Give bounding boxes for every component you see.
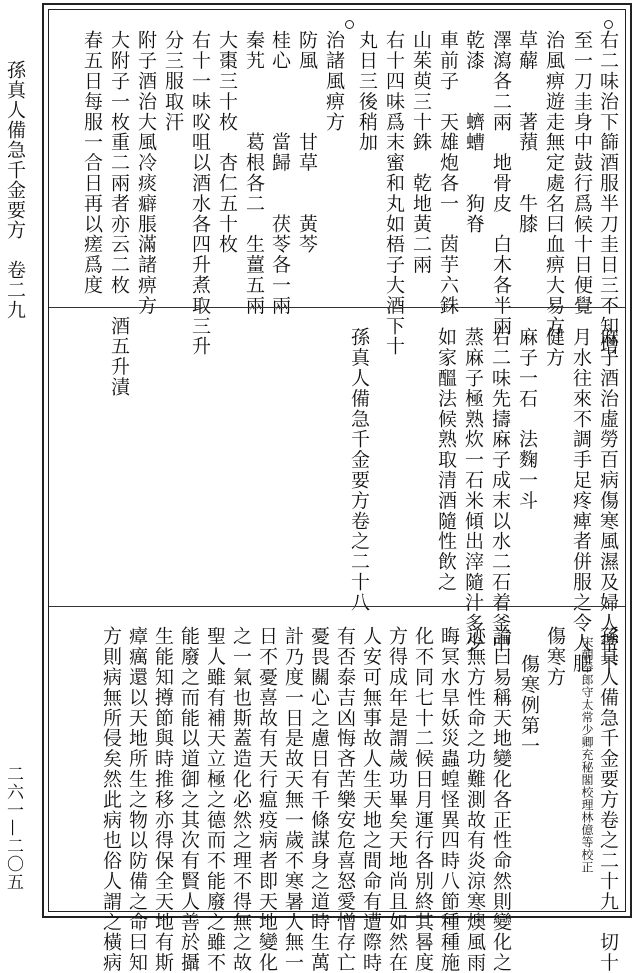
text-column: 桂心 當歸 茯苓各一兩 (269, 30, 291, 316)
text-column: 聖人雖有補天立極之德而不能廢之雖不 (204, 626, 226, 973)
text-column: 計乃度一日是故天無一歲不寒暑人無一 (282, 626, 304, 973)
text-column: 乾漆 蠐螬 狗脊 (463, 30, 485, 234)
page-inner-frame (48, 9, 626, 973)
text-column: 之一氣也斯蓋造化必然之理不得無之故 (230, 626, 252, 973)
text-column: 麻子一石 法麴一斗 (516, 327, 538, 511)
text-column: 晦冥水旱妖災蟲蝗怪異四時八節種種施 (438, 626, 460, 973)
text-column: 丸日三後稍加 (356, 30, 378, 153)
text-column: 瘴癘還以天地所生之物以防備之命曰知 (126, 626, 148, 973)
text-column: 憂畏關心之慮日有千條謀身之道時生萬 (308, 626, 330, 973)
editor-credit: 宋朝奉郎守太常少卿充秘閣校理林億等校正 (580, 636, 594, 874)
text-column: 右十一味㕮咀以酒水各四升煮取三升 (189, 30, 211, 357)
text-column: 方則病無所侵矣然此病也俗人謂之橫病 (100, 626, 122, 973)
text-column: 日不憂喜故有天行瘟疫病者即天地變化 (256, 626, 278, 973)
text-column: 草薢 著蕷 牛膝 (516, 30, 538, 234)
text-column: 右二味先擣麻子成末以水二石着釜中 (489, 327, 511, 654)
text-column: 澤瀉各二兩 地骨皮 白木各半兩 (490, 30, 512, 336)
text-column: 春五日每服一合日再以瘥爲度 (81, 30, 103, 296)
text-column: 健方 (543, 327, 565, 368)
text-column: 大棗三十枚 杏仁五十枚 (216, 30, 238, 255)
text-column: 方得成年是謂歲功畢矣天地尚且如然在 (386, 626, 408, 973)
text-column: 化不同七十二候日月運行各別終其晷度 (412, 626, 434, 973)
side-title: 孫真人備急千金要方 卷二九 (4, 60, 26, 320)
text-column: 右二味治下篩酒服半刀圭日三不知增 (597, 30, 619, 357)
circle-mark-icon (604, 20, 613, 29)
text-column: 秦艽 葛根各二 生薑五兩 (243, 30, 265, 316)
text-column: 人安可無事故人生天地之間命有遭際時 (360, 626, 382, 973)
chapter-title: 傷寒方 (544, 626, 566, 688)
text-column: 有否泰吉凶悔吝苦樂安危喜怒愛憎存亡 (334, 626, 356, 973)
side-page-number: 二六一—二〇五 (3, 765, 23, 891)
text-column: 蒸麻子極熟炊一石米傾出滓隨汁多少 (462, 327, 484, 654)
text-column: 大附子一枚重二兩者亦云二枚 酒五升漬 (108, 30, 130, 398)
text-column: 論曰易稱天地變化各正性命然則變化之 (490, 626, 512, 973)
text-column: 山茱萸三十銖 乾地黃二兩 (410, 30, 432, 275)
circle-mark-icon (345, 20, 354, 29)
volume-title: 孫真人備急千金要方卷之二十九 切十 (597, 626, 619, 973)
text-column: 如家醞法候熟取清酒隨性飲之 (435, 327, 457, 593)
text-column: 防風 甘草 黃芩 (296, 30, 318, 255)
text-column: 右十四味爲末蜜和丸如梧子大酒下十 (383, 30, 405, 357)
text-column: 車前子 天雄炮各一 茵芋六銖 (437, 30, 459, 316)
text-column: 治諸風痹方 (323, 30, 345, 132)
text-column: 迹無方性命之功難測故有炎涼寒燠風雨 (464, 626, 486, 973)
text-column: 月水往來不調手足疼痺者併服之令人肥 (570, 327, 592, 674)
page-frame (42, 3, 632, 973)
text-column: 麻子酒治虛勞百病傷寒風濕及婦人帶下 (597, 327, 619, 674)
text-column: 生能知撙節與時推移亦得保全天地有斯 (152, 626, 174, 973)
section-title: 傷寒例第一 (518, 654, 540, 756)
text-column: 至一刀圭身中鼓行爲候十日便覺 (571, 30, 593, 316)
volume-end-title: 孫真人備急千金要方卷之二十八 (348, 327, 370, 613)
text-column: 附子酒治大風冷痰癖脹滿諸痹方 (135, 30, 157, 316)
text-column: 分三服取汗 (162, 30, 184, 132)
panel-bottom (49, 606, 625, 973)
text-column: 治風痹遊走無定處名曰血痹大易方 (543, 30, 565, 336)
text-column: 能廢之而能以道御之其次有賢人善於攝 (178, 626, 200, 973)
